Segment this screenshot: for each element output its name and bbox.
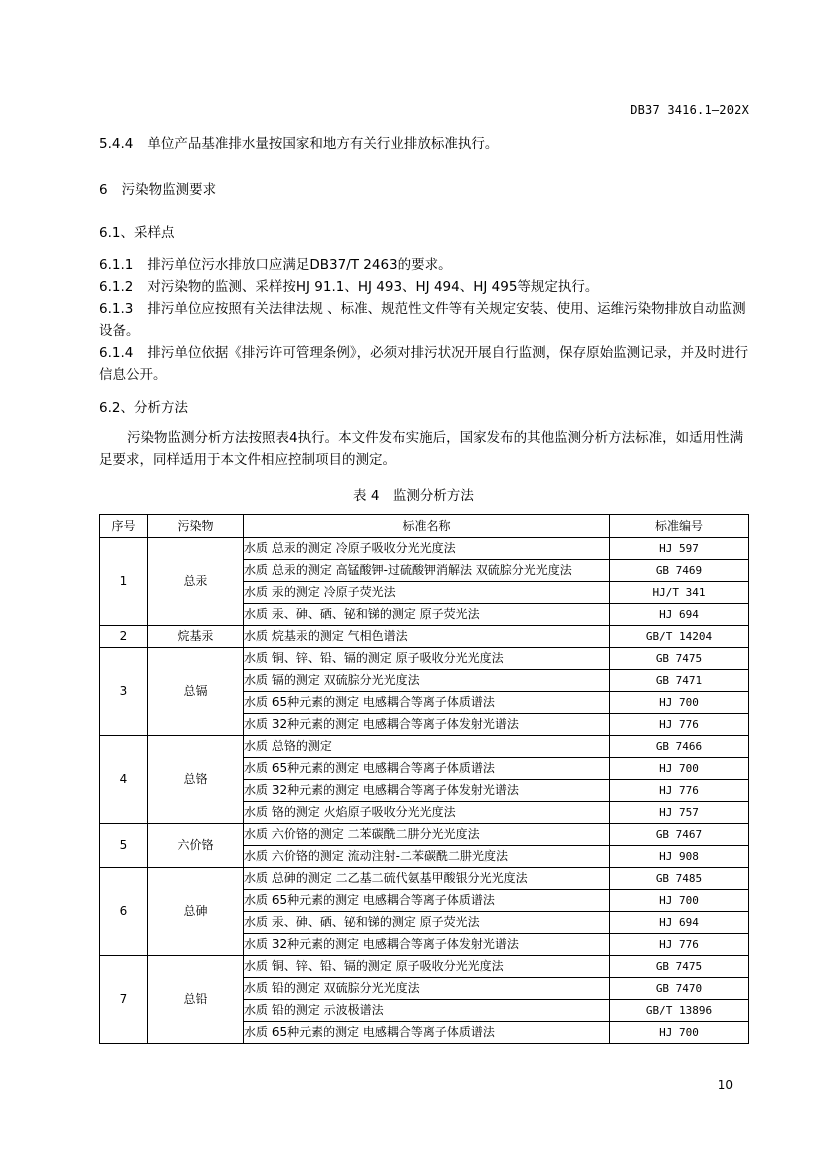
clause-number: 6.1.1 <box>99 257 134 273</box>
table-caption: 表 4 监测分析方法 <box>353 488 474 504</box>
standard-code-cell: GB 7469 <box>610 560 749 582</box>
document-code: DB37 3416.1—202X <box>630 103 749 117</box>
standard-name-cell: 水质 汞、砷、硒、铋和锑的测定 原子荧光法 <box>244 604 610 626</box>
header-standard-name: 标准名称 <box>244 515 610 538</box>
clause-number: 5.4.4 <box>99 136 134 152</box>
standard-code-cell: HJ 700 <box>610 692 749 714</box>
standard-name-cell: 水质 总汞的测定 高锰酸钾-过硫酸钾消解法 双硫腙分光光度法 <box>244 560 610 582</box>
table-row <box>100 538 749 560</box>
standard-code-cell: GB 7485 <box>610 868 749 890</box>
section-6-2-heading: 6.2、分析方法 <box>99 400 188 416</box>
standard-name-cell: 水质 烷基汞的测定 气相色谱法 <box>244 626 610 648</box>
standard-name-cell: 水质 六价铬的测定 流动注射-二苯碳酰二肼光度法 <box>244 846 610 868</box>
seq-cell: 5 <box>100 824 148 868</box>
standard-code-cell: GB 7475 <box>610 956 749 978</box>
standard-code-cell: HJ 757 <box>610 802 749 824</box>
section-number: 6 <box>99 182 108 198</box>
standard-name-cell: 水质 铅的测定 双硫腙分光光度法 <box>244 978 610 1000</box>
clause-6-1-4 <box>99 342 749 386</box>
monitoring-methods-table <box>99 514 749 1044</box>
clause-5-4-4 <box>99 133 749 155</box>
standard-name-cell: 水质 65种元素的测定 电感耦合等离子体质谱法 <box>244 692 610 714</box>
standard-code-cell: GB 7470 <box>610 978 749 1000</box>
standard-code-cell: GB/T 14204 <box>610 626 749 648</box>
clause-6-1-3 <box>99 298 749 342</box>
header-standard-code: 标准编号 <box>610 515 749 538</box>
clause-6-1-2 <box>99 276 749 298</box>
standard-name-cell: 水质 铬的测定 火焰原子吸收分光光度法 <box>244 802 610 824</box>
standard-name-cell: 水质 32种元素的测定 电感耦合等离子体发射光谱法 <box>244 714 610 736</box>
standard-name-cell: 水质 65种元素的测定 电感耦合等离子体质谱法 <box>244 1022 610 1044</box>
pollutant-cell: 总镉 <box>148 648 244 736</box>
standard-code-cell: GB 7475 <box>610 648 749 670</box>
pollutant-cell: 总汞 <box>148 538 244 626</box>
seq-cell: 2 <box>100 626 148 648</box>
clause-6-1-1 <box>99 254 749 276</box>
standard-name-cell: 水质 65种元素的测定 电感耦合等离子体质谱法 <box>244 890 610 912</box>
pollutant-cell: 六价铬 <box>148 824 244 868</box>
standard-code-cell: HJ 700 <box>610 890 749 912</box>
standard-name-cell: 水质 总铬的测定 <box>244 736 610 758</box>
section-6-heading <box>99 179 749 201</box>
table-row <box>100 824 749 846</box>
seq-cell: 1 <box>100 538 148 626</box>
standard-name-cell: 水质 65种元素的测定 电感耦合等离子体质谱法 <box>244 758 610 780</box>
standard-code-cell: HJ/T 341 <box>610 582 749 604</box>
clause-number: 6.1.2 <box>99 279 134 295</box>
standard-code-cell: GB 7471 <box>610 670 749 692</box>
page-number: 10 <box>717 1078 733 1092</box>
pollutant-cell: 总铅 <box>148 956 244 1044</box>
standard-code-cell: HJ 694 <box>610 604 749 626</box>
standard-code-cell: GB/T 13896 <box>610 1000 749 1022</box>
pollutant-cell: 总铬 <box>148 736 244 824</box>
table-header-row <box>100 515 749 538</box>
clause-text: 对污染物的监测、采样按HJ 91.1、HJ 493、HJ 494、HJ 495等规定执行。 <box>147 279 599 295</box>
header-seq: 序号 <box>100 515 148 538</box>
standard-code-cell: HJ 700 <box>610 758 749 780</box>
clause-number: 6.1.4 <box>99 345 134 361</box>
pollutant-cell: 总砷 <box>148 868 244 956</box>
seq-cell: 4 <box>100 736 148 824</box>
clause-number: 6.1.3 <box>99 301 134 317</box>
table-row <box>100 648 749 670</box>
table-row <box>100 956 749 978</box>
pollutant-cell: 烷基汞 <box>148 626 244 648</box>
standard-code-cell: HJ 700 <box>610 1022 749 1044</box>
table-row <box>100 868 749 890</box>
section-6-2-body: 污染物监测分析方法按照表4执行。本文件发布实施后，国家发布的其他监测分析方法标准，如适用性满足要求，同样适用于本文件相应控制项目的测定。 <box>99 430 744 468</box>
standard-name-cell: 水质 汞的测定 冷原子荧光法 <box>244 582 610 604</box>
section-title: 污染物监测要求 <box>121 182 217 198</box>
standard-code-cell: HJ 776 <box>610 714 749 736</box>
clause-text: 排污单位依据《排污许可管理条例》，必须对排污状况开展自行监测，保存原始监测记录，并及时进行信息公开。 <box>99 345 749 383</box>
seq-cell: 6 <box>100 868 148 956</box>
seq-cell: 3 <box>100 648 148 736</box>
seq-cell: 7 <box>100 956 148 1044</box>
clause-text: 单位产品基准排水量按国家和地方有关行业排放标准执行。 <box>147 136 499 152</box>
standard-code-cell: HJ 694 <box>610 912 749 934</box>
section-6-1-heading: 6.1、采样点 <box>99 225 175 241</box>
standard-name-cell: 水质 32种元素的测定 电感耦合等离子体发射光谱法 <box>244 934 610 956</box>
standard-code-cell: GB 7466 <box>610 736 749 758</box>
clause-text: 排污单位污水排放口应满足DB37/T 2463的要求。 <box>147 257 452 273</box>
standard-name-cell: 水质 铅的测定 示波极谱法 <box>244 1000 610 1022</box>
standard-name-cell: 水质 镉的测定 双硫腙分光光度法 <box>244 670 610 692</box>
standard-code-cell: HJ 597 <box>610 538 749 560</box>
standard-code-cell: HJ 776 <box>610 780 749 802</box>
standard-code-cell: HJ 776 <box>610 934 749 956</box>
standard-name-cell: 水质 32种元素的测定 电感耦合等离子体发射光谱法 <box>244 780 610 802</box>
standard-name-cell: 水质 铜、锌、铅、镉的测定 原子吸收分光光度法 <box>244 648 610 670</box>
standard-name-cell: 水质 六价铬的测定 二苯碳酰二肼分光光度法 <box>244 824 610 846</box>
table-row <box>100 736 749 758</box>
header-pollutant: 污染物 <box>148 515 244 538</box>
standard-name-cell: 水质 总汞的测定 冷原子吸收分光光度法 <box>244 538 610 560</box>
standard-name-cell: 水质 总砷的测定 二乙基二硫代氨基甲酸银分光光度法 <box>244 868 610 890</box>
standard-code-cell: GB 7467 <box>610 824 749 846</box>
clause-text: 排污单位应按照有关法律法规 、标准、规范性文件等有关规定安装、使用、运维污染物排放自动监测设备。 <box>99 301 746 339</box>
table-row <box>100 626 749 648</box>
standard-name-cell: 水质 铜、锌、铅、镉的测定 原子吸收分光光度法 <box>244 956 610 978</box>
standard-code-cell: HJ 908 <box>610 846 749 868</box>
standard-name-cell: 水质 汞、砷、硒、铋和锑的测定 原子荧光法 <box>244 912 610 934</box>
